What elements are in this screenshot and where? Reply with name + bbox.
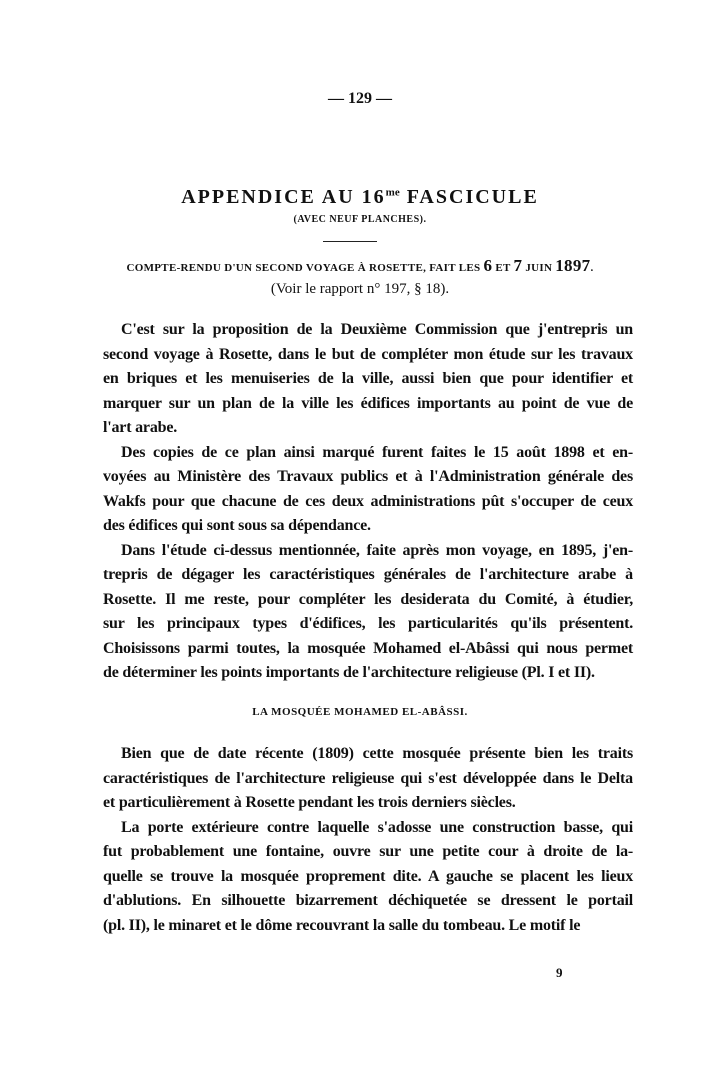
text-line: caractéristiques de l'architecture religieuse qui s'est développée dans le Delta (103, 769, 633, 787)
report-heading (0, 256, 720, 276)
text-line: sur les principaux types d'édifices, les particularités qu'ils présentent. (103, 615, 633, 632)
text-line: de déterminer les points importants de l'architecture religieuse (Pl. I et II). (103, 664, 595, 681)
text-line: fut probablement une fontaine, ouvre sur une petite cour à droite de la- (103, 843, 633, 860)
text-line: Des copies de ce plan ainsi marqué furent faites le 15 août 1898 et en- (121, 443, 633, 461)
reference-note: (Voir le rapport n° 197, § 18). (270, 281, 450, 297)
text-line: Wakfs pour que chacune de ces deux administrations pût s'occuper de ceux (103, 492, 633, 510)
title-superscript: me (385, 186, 400, 199)
text-line: Bien que de date récente (1809) cette mosquée présente bien les traits (121, 745, 633, 762)
text-line: trepris de dégager les caractéristiques générales de l'architecture arabe à (103, 566, 633, 583)
text-line: Choisissons parmi toutes, la mosquée Mohamed el-Abâssi qui nous permet (103, 639, 633, 657)
text-line: Dans l'étude ci-dessus mentionnée, faite après mon voyage, en 1895, j'en- (121, 541, 633, 559)
subtitle: (AVEC NEUF PLANCHES). (293, 214, 427, 225)
title-text: APPENDICE AU 16 (181, 186, 386, 208)
text-line: marquer sur un plan de la ville les édifices importants au point de vue de (103, 394, 633, 412)
divider-rule (323, 241, 377, 242)
report-heading-text: JUIN (522, 262, 556, 274)
signature-mark: 9 (556, 965, 563, 980)
report-heading-text: COMPTE-RENDU D'UN SECOND VOYAGE À ROSETTE, FAIT LES (126, 262, 484, 274)
report-heading-end: . (590, 262, 594, 274)
text-line: l'art arabe. (103, 419, 178, 436)
text-line: second voyage à Rosette, dans le but de compléter mon étude sur les travaux (103, 345, 633, 363)
text-line: d'ablutions. En silhouette bizarrement déchiquetée se dressent le portail (103, 892, 633, 909)
text-line: et particulièrement à Rosette pendant les trois derniers siècles. (103, 794, 516, 811)
title-text-rest: FASCICULE (399, 186, 539, 208)
report-heading-text: ET (492, 262, 514, 274)
page-number: — 129 — (328, 90, 392, 107)
text-line: C'est sur la proposition de la Deuxième Commission que j'entrepris un (121, 321, 633, 338)
text-line: en briques et les menuiseries de la ville, aussi bien que pour identifier et (103, 370, 633, 387)
appendix-title (0, 186, 720, 209)
report-day-1: 6 (483, 256, 493, 275)
report-day-2: 7 (513, 256, 523, 275)
section-heading: LA MOSQUÉE MOHAMED EL-ABÂSSI. (252, 706, 468, 718)
text-line: (pl. II), le minaret et le dôme recouvrant la salle du tombeau. Le motif le (103, 916, 581, 934)
text-line: quelle se trouve la mosquée proprement dite. A gauche se placent les lieux (103, 867, 633, 885)
text-line: des édifices qui sont sous sa dépendance. (103, 517, 371, 534)
text-line: La porte extérieure contre laquelle s'adosse une construction basse, qui (121, 818, 633, 836)
report-year: 1897 (555, 256, 591, 275)
text-line: Rosette. Il me reste, pour compléter les desiderata du Comité, à étudier, (103, 590, 633, 608)
text-line: voyées au Ministère des Travaux publics et à l'Administration générale des (103, 468, 633, 485)
